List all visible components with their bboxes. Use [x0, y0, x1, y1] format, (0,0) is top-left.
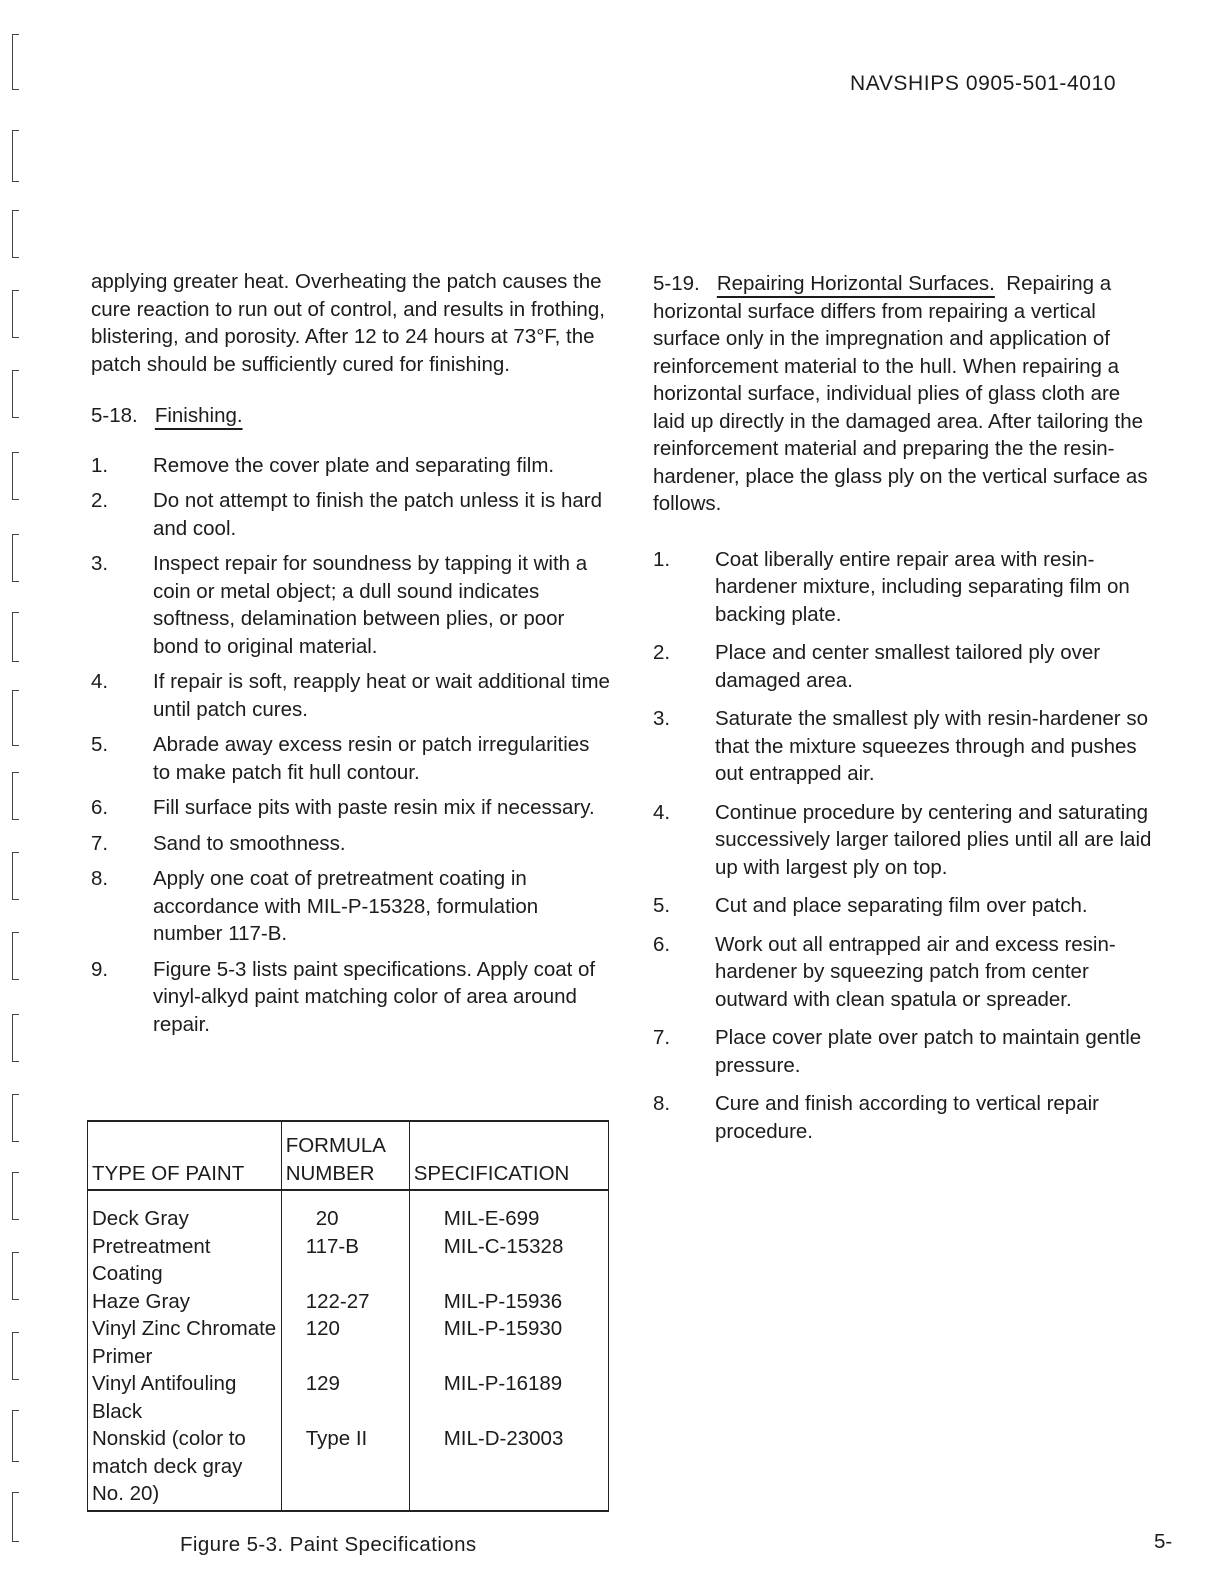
step-text: Fill surface pits with paste resin mix if necessary. — [153, 796, 595, 819]
list-item — [91, 452, 611, 480]
list-item — [653, 799, 1153, 882]
step-text: Cure and finish according to vertical repair procedure. — [715, 1092, 1099, 1143]
spec-cell: MIL-C-15328 — [409, 1233, 608, 1288]
step-number: 1. — [91, 453, 109, 477]
binding-mark — [12, 1492, 19, 1542]
step-text: Abrade away excess resin or patch irregularities to make patch fit hull contour. — [153, 733, 590, 784]
binding-mark — [12, 1332, 19, 1380]
paint-type-cell: Vinyl Antifouling Black — [88, 1370, 282, 1425]
binding-mark — [12, 1172, 19, 1220]
binding-mark — [12, 130, 19, 182]
table-row — [88, 1233, 609, 1288]
formula-cell: 129 — [281, 1370, 409, 1425]
intro-paragraph: Repairing a horizontal surface differs from repairing a vertical surface only in the impregnation and application of reinforcement material to the hull. When repairing a horizontal surface, individual plies of glass cloth are laid up directly in the damaged area. After tailoring the reinforcement material and preparing the the resin-hardener, place the glass ply on the vertical surface as follows. — [653, 272, 1148, 515]
step-number: 5. — [91, 733, 109, 756]
binding-mark — [12, 210, 19, 258]
list-item — [91, 830, 611, 858]
step-number: 8. — [91, 867, 109, 890]
step-text: Place and center smallest tailored ply over damaged area. — [715, 641, 1101, 692]
column-header: FORMULA NUMBER — [281, 1121, 409, 1190]
horizontal-repair-steps — [653, 546, 1153, 1146]
list-item — [91, 956, 611, 1039]
binding-mark — [12, 34, 19, 90]
step-text: Sand to smoothness. — [153, 831, 346, 855]
list-item — [91, 550, 611, 660]
table-header-row — [88, 1121, 609, 1190]
step-text: Do not attempt to finish the patch unless it is hard and cool. — [153, 489, 602, 540]
binding-mark — [12, 690, 19, 746]
step-number: 6. — [653, 932, 671, 956]
figure-caption: Figure 5-3. Paint Specifications — [180, 1533, 477, 1556]
binding-mark — [12, 1014, 19, 1062]
step-number: 7. — [91, 831, 109, 855]
binding-mark — [12, 1252, 19, 1300]
binding-mark — [12, 1410, 19, 1462]
binding-mark — [12, 1094, 19, 1142]
list-item — [653, 892, 1153, 920]
step-number: 2. — [91, 489, 109, 512]
binding-margin — [12, 0, 28, 1584]
step-text: Remove the cover plate and separating film. — [153, 453, 555, 477]
step-number: 5. — [653, 894, 671, 917]
binding-mark — [12, 534, 19, 582]
step-text: Saturate the smallest ply with resin-hardener so that the mixture squeezes through and pushes out entrapped air. — [715, 707, 1148, 785]
column-header: SPECIFICATION — [409, 1121, 608, 1190]
step-number: 8. — [653, 1092, 671, 1115]
step-text: Place cover plate over patch to maintain gentle pressure. — [715, 1026, 1142, 1077]
table-row — [88, 1425, 609, 1511]
finishing-steps — [91, 452, 611, 1039]
step-text: Apply one coat of pretreatment coating in accordance with MIL-P-15328, formulation number 117-B. — [153, 867, 539, 945]
list-item — [653, 931, 1153, 1014]
step-text: Continue procedure by centering and saturating successively larger tailored plies until all are laid up with largest ply on top. — [715, 800, 1152, 879]
list-item — [653, 639, 1153, 694]
section-heading-finishing — [91, 402, 611, 430]
list-item — [653, 705, 1153, 788]
binding-mark — [12, 852, 19, 900]
section-title: Finishing. — [154, 404, 243, 427]
step-number: 9. — [91, 957, 109, 981]
document-number: NAVSHIPS 0905-501-4010 — [850, 72, 1117, 95]
step-number: 3. — [91, 552, 109, 575]
binding-mark — [12, 772, 19, 820]
section-heading-horizontal — [653, 270, 1153, 518]
list-item — [653, 546, 1153, 629]
formula-cell: 120 — [281, 1315, 409, 1370]
step-text: Work out all entrapped air and excess resin-hardener by squeezing patch from center outward with clean spatula or spreader. — [715, 932, 1116, 1011]
section-title: Repairing Horizontal Surfaces. — [716, 272, 995, 295]
page-number: 5- — [1154, 1530, 1173, 1553]
list-item — [91, 487, 611, 542]
column-header: TYPE OF PAINT — [88, 1121, 282, 1190]
step-number: 1. — [653, 547, 671, 571]
list-item — [653, 1090, 1153, 1145]
binding-mark — [12, 612, 19, 662]
table-row — [88, 1288, 609, 1316]
spec-cell: MIL-D-23003 — [409, 1425, 608, 1511]
section-number: 5-18. — [91, 404, 138, 427]
step-number: 7. — [653, 1026, 671, 1049]
step-text: Inspect repair for soundness by tapping it with a coin or metal object; a dull sound indicates softness, delamination between plies, or poor bond to original material. — [153, 552, 588, 658]
formula-cell: Type II — [281, 1425, 409, 1511]
table-row — [88, 1315, 609, 1370]
table-row — [88, 1190, 609, 1233]
spec-cell: MIL-P-16189 — [409, 1370, 608, 1425]
step-number: 6. — [91, 796, 109, 819]
list-item — [653, 1024, 1153, 1079]
binding-mark — [12, 932, 19, 980]
list-item — [91, 731, 611, 786]
binding-mark — [12, 452, 19, 500]
step-number: 4. — [91, 670, 109, 693]
paint-type-cell: Nonskid (color to match deck gray No. 20) — [88, 1425, 282, 1511]
binding-mark — [12, 370, 19, 418]
step-text: Coat liberally entire repair area with resin-hardener mixture, including separating film on backing plate. — [715, 547, 1130, 626]
paint-type-cell: Vinyl Zinc Chromate Primer — [88, 1315, 282, 1370]
formula-cell: 20 — [281, 1190, 409, 1233]
step-text: Cut and place separating film over patch. — [715, 894, 1088, 917]
binding-mark — [12, 290, 19, 338]
step-number: 4. — [653, 800, 671, 824]
list-item — [91, 668, 611, 723]
step-number: 2. — [653, 641, 671, 664]
table-row — [88, 1370, 609, 1425]
left-column — [91, 268, 611, 1046]
paint-type-cell: Deck Gray — [88, 1190, 282, 1233]
step-text: If repair is soft, reapply heat or wait additional time until patch cures. — [153, 670, 610, 721]
formula-cell: 117-B — [281, 1233, 409, 1288]
step-text: Figure 5-3 lists paint specifications. Apply coat of vinyl-alkyd paint matching color of area around repair. — [153, 957, 596, 1036]
paint-type-cell: Pretreatment Coating — [88, 1233, 282, 1288]
paint-specifications-table — [87, 1120, 609, 1512]
paint-type-cell: Haze Gray — [88, 1288, 282, 1316]
formula-cell: 122-27 — [281, 1288, 409, 1316]
spec-cell: MIL-P-15930 — [409, 1315, 608, 1370]
list-item — [91, 865, 611, 948]
spec-cell: MIL-P-15936 — [409, 1288, 608, 1316]
step-number: 3. — [653, 707, 671, 730]
spec-cell: MIL-E-699 — [409, 1190, 608, 1233]
right-column — [653, 270, 1153, 1156]
section-number: 5-19. — [653, 272, 700, 295]
intro-paragraph: applying greater heat. Overheating the patch causes the cure reaction to run out of control, and results in frothing, blistering, and porosity. After 12 to 24 hours at 73°F, the patch should be sufficiently cured for finishing. — [91, 270, 605, 376]
list-item — [91, 794, 611, 822]
